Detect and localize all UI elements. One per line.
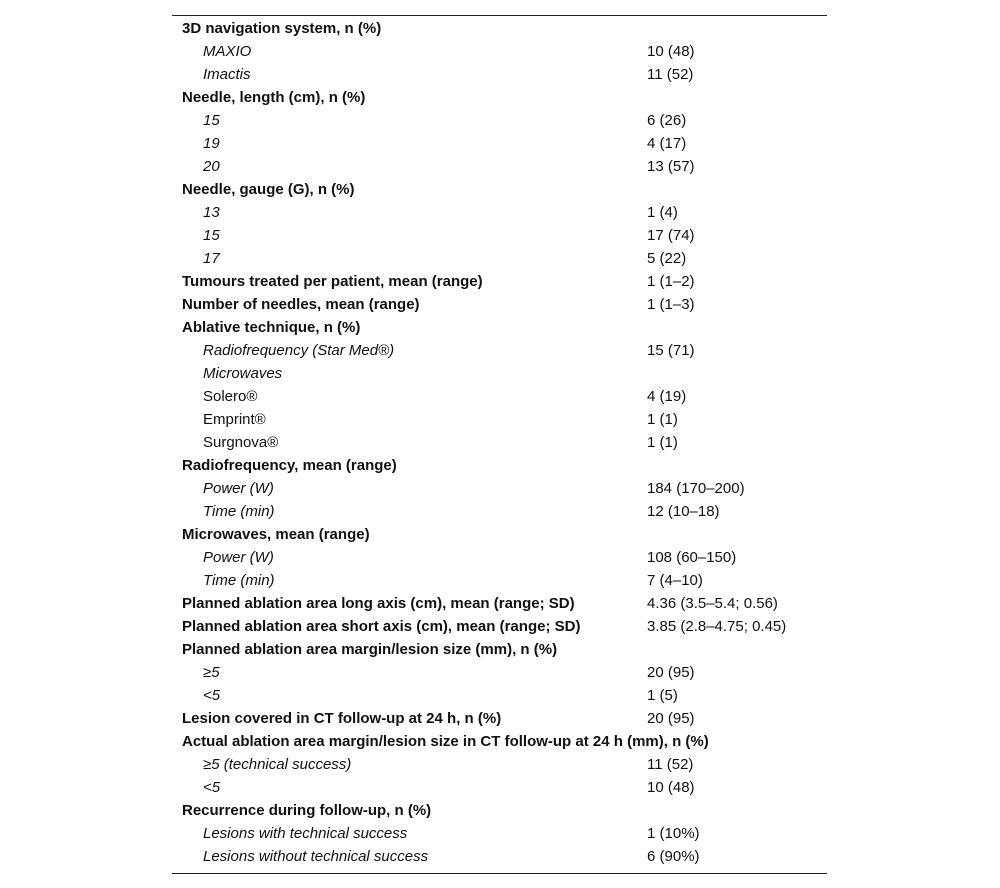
table-row bbox=[172, 247, 827, 270]
table-row bbox=[172, 454, 827, 477]
table-row bbox=[172, 592, 827, 615]
table-row bbox=[172, 40, 827, 63]
row-sub-label: 19 bbox=[203, 135, 220, 152]
row-value: 1 (1–3) bbox=[647, 296, 695, 313]
row-value: 6 (26) bbox=[647, 112, 687, 129]
row-value: 4 (17) bbox=[647, 135, 687, 152]
row-value: 108 (60–150) bbox=[647, 549, 737, 566]
row-sub-label: MAXIO bbox=[203, 43, 252, 60]
table-row bbox=[172, 63, 827, 86]
row-sub-label: 15 bbox=[203, 112, 220, 129]
row-value: 10 (48) bbox=[647, 43, 695, 60]
row-value: 1 (1) bbox=[647, 411, 678, 428]
row-header-label: Planned ablation area long axis (cm), mean (range; SD) bbox=[182, 595, 575, 612]
table-row bbox=[172, 799, 827, 822]
table-row bbox=[172, 109, 827, 132]
table-row bbox=[172, 385, 827, 408]
row-header-label: Needle, length (cm), n (%) bbox=[182, 89, 366, 106]
row-header-label: Ablative technique, n (%) bbox=[182, 319, 361, 336]
row-header-label: 3D navigation system, n (%) bbox=[182, 20, 382, 37]
table-row bbox=[172, 362, 827, 385]
row-header-label: Number of needles, mean (range) bbox=[182, 296, 420, 313]
table-row bbox=[172, 316, 827, 339]
table-row bbox=[172, 776, 827, 799]
row-value: 20 (95) bbox=[647, 710, 695, 727]
table-row bbox=[172, 293, 827, 316]
row-value: 184 (170–200) bbox=[647, 480, 745, 497]
row-value: 1 (10%) bbox=[647, 825, 700, 842]
row-value: 4 (19) bbox=[647, 388, 687, 405]
table-row bbox=[172, 408, 827, 431]
row-value: 12 (10–18) bbox=[647, 503, 720, 520]
row-sub-label: Solero® bbox=[203, 388, 258, 405]
row-header-label: Actual ablation area margin/lesion size in CT follow-up at 24 h (mm), n (%) bbox=[182, 733, 709, 750]
row-sub-label: <5 bbox=[203, 779, 221, 796]
table-row bbox=[172, 661, 827, 684]
row-header-label: Radiofrequency, mean (range) bbox=[182, 457, 397, 474]
row-sub-label: Emprint® bbox=[203, 411, 266, 428]
row-value: 1 (4) bbox=[647, 204, 678, 221]
row-sub-label: Power (W) bbox=[203, 549, 274, 566]
table-row bbox=[172, 178, 827, 201]
table-row bbox=[172, 500, 827, 523]
table-row bbox=[172, 523, 827, 546]
row-value: 13 (57) bbox=[647, 158, 695, 175]
table-row bbox=[172, 730, 827, 753]
data-table bbox=[172, 15, 827, 874]
table-row bbox=[172, 155, 827, 178]
table-row bbox=[172, 684, 827, 707]
row-value: 20 (95) bbox=[647, 664, 695, 681]
row-header-label: Planned ablation area short axis (cm), mean (range; SD) bbox=[182, 618, 581, 635]
row-sub-label: 13 bbox=[203, 204, 220, 221]
row-value: 1 (1–2) bbox=[647, 273, 695, 290]
row-value: 7 (4–10) bbox=[647, 572, 703, 589]
row-header-label: Recurrence during follow-up, n (%) bbox=[182, 802, 432, 819]
row-sub-label: ≥5 bbox=[203, 664, 220, 681]
row-sub-label: <5 bbox=[203, 687, 221, 704]
table-row bbox=[172, 753, 827, 776]
row-header-label: Microwaves, mean (range) bbox=[182, 526, 370, 543]
row-header-label: Planned ablation area margin/lesion size (mm), n (%) bbox=[182, 641, 558, 658]
table-row bbox=[172, 569, 827, 592]
row-sub-label: 15 bbox=[203, 227, 220, 244]
row-value: 5 (22) bbox=[647, 250, 687, 267]
table-row bbox=[172, 707, 827, 730]
row-value: 11 (52) bbox=[647, 756, 694, 773]
table-row bbox=[172, 86, 827, 109]
row-sub-label: 20 bbox=[203, 158, 220, 175]
table-row bbox=[172, 615, 827, 638]
table-row bbox=[172, 431, 827, 454]
row-header-label: Needle, gauge (G), n (%) bbox=[182, 181, 355, 198]
row-sub-label: 17 bbox=[203, 250, 220, 267]
row-value: 11 (52) bbox=[647, 66, 694, 83]
row-value: 4.36 (3.5–5.4; 0.56) bbox=[647, 595, 778, 612]
table-row bbox=[172, 132, 827, 155]
row-value: 17 (74) bbox=[647, 227, 695, 244]
table-row bbox=[172, 270, 827, 293]
row-value: 1 (5) bbox=[647, 687, 678, 704]
row-sub-label: Surgnova® bbox=[203, 434, 279, 451]
row-sub-label: ≥5 (technical success) bbox=[203, 756, 352, 773]
row-value: 6 (90%) bbox=[647, 848, 700, 865]
table-row bbox=[172, 638, 827, 661]
table-row bbox=[172, 822, 827, 845]
row-sub-label: Microwaves bbox=[203, 365, 283, 382]
row-header-label: Tumours treated per patient, mean (range) bbox=[182, 273, 483, 290]
table-row bbox=[172, 224, 827, 247]
row-sub-label: Power (W) bbox=[203, 480, 274, 497]
row-value: 1 (1) bbox=[647, 434, 678, 451]
table-row bbox=[172, 546, 827, 569]
table-row bbox=[172, 845, 827, 868]
table-row bbox=[172, 339, 827, 362]
row-value: 10 (48) bbox=[647, 779, 695, 796]
row-sub-label: Lesions with technical success bbox=[203, 825, 408, 842]
row-sub-label: Time (min) bbox=[203, 572, 275, 589]
row-value: 3.85 (2.8–4.75; 0.45) bbox=[647, 618, 787, 635]
row-value: 15 (71) bbox=[647, 342, 695, 359]
row-sub-label: Lesions without technical success bbox=[203, 848, 429, 865]
table-row bbox=[172, 17, 827, 40]
table-row bbox=[172, 477, 827, 500]
row-sub-label: Radiofrequency (Star Med®) bbox=[203, 342, 395, 359]
table-body bbox=[172, 16, 827, 873]
row-header-label: Lesion covered in CT follow-up at 24 h, n (%) bbox=[182, 710, 502, 727]
row-sub-label: Time (min) bbox=[203, 503, 275, 520]
row-sub-label: Imactis bbox=[203, 66, 251, 83]
table-row bbox=[172, 201, 827, 224]
